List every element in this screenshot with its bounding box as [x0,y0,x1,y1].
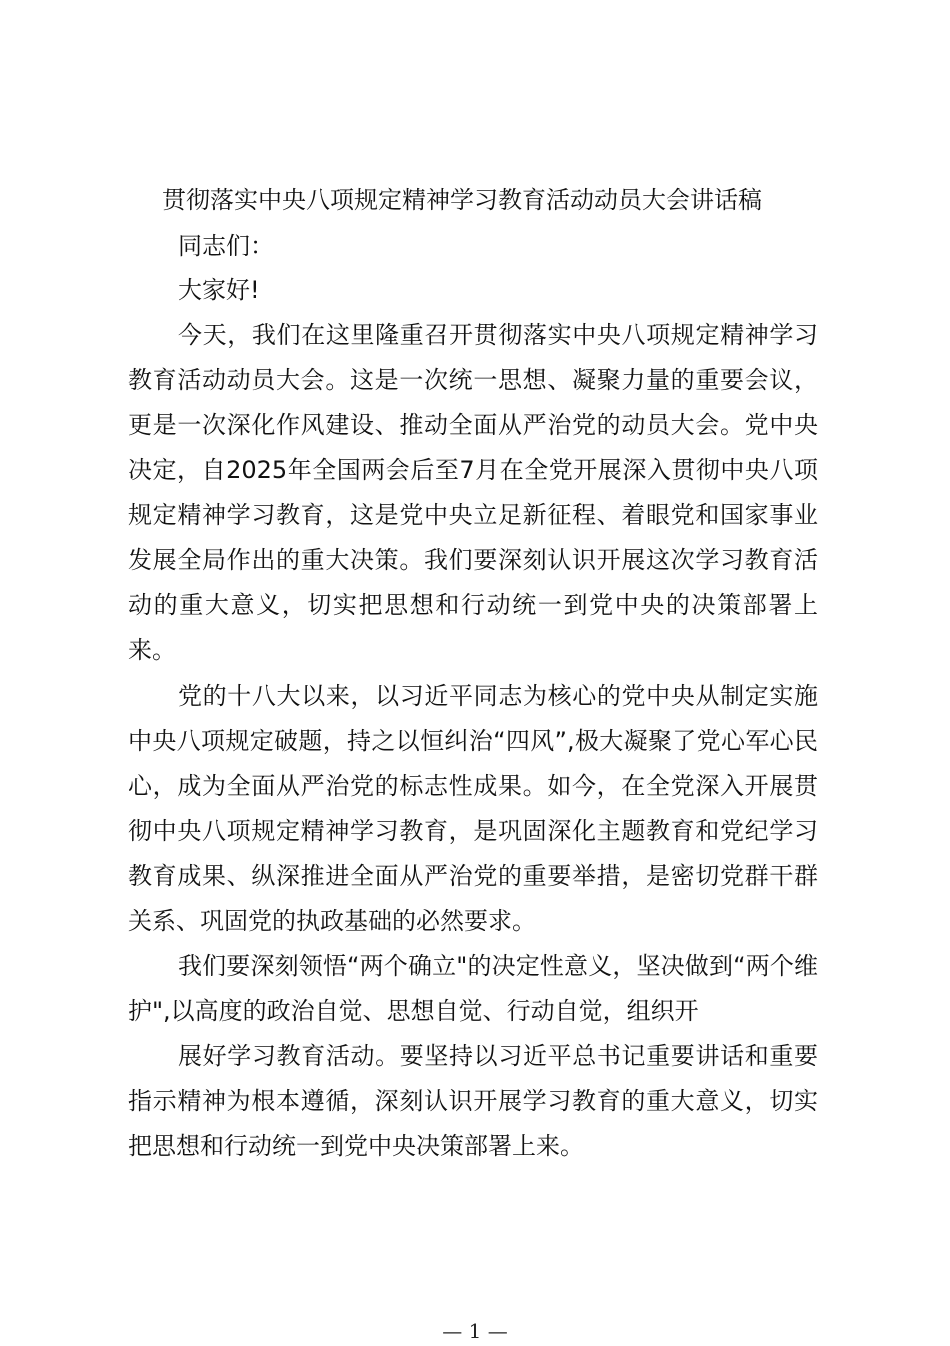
paragraph-opening: 今天，我们在这里隆重召开贯彻落实中央八项规定精神学习教育活动动员大会。这是一次统一思想、凝聚力量的重要会议，更是一次深化作风建设、推动全面从严治党的动员大会。党中央决定，自2025年全国两会后至7月在全党开展深入贯彻中央八项规定精神学习教育，这是党中央立足新征程、着眼党和国家事业发展全局作出的重大决策。我们要深刻认识开展这次学习教育活动的重大意义，切实把思想和行动统一到党中央的决策部署上来。 [128,321,818,664]
salutation-greeting: 大家好! [178,276,260,304]
salutation-comrades: 同志们： [178,232,274,260]
page-number: — 1 — [442,1319,508,1343]
paragraph-background: 党的十八大以来，以习近平同志为核心的党中央从制定实施中央八项规定破题，持之以恒纠治“四风”,极大凝聚了党心军心民心，成为全面从严治党的标志性成果。如今，在全党深入开展贯彻中央八项规定精神学习教育，是巩固深化主题教育和党纪学习教育成果、纵深推进全面从严治党的重要举措，是密切党群干群关系、巩固党的执政基础的必然要求。 [128,682,818,935]
paragraph-guidance: 展好学习教育活动。要坚持以习近平总书记重要讲话和重要指示精神为根本遵循，深刻认识开展学习教育的重大意义，切实把思想和行动统一到党中央决策部署上来。 [128,1042,818,1160]
document-title: 贯彻落实中央八项规定精神学习教育活动动员大会讲话稿 [162,186,762,214]
paragraph-two-establishes: 我们要深刻领悟“两个确立"的决定性意义，坚决做到“两个维护",以高度的政治自觉、思想自觉、行动自觉，组织开 [128,952,818,1025]
